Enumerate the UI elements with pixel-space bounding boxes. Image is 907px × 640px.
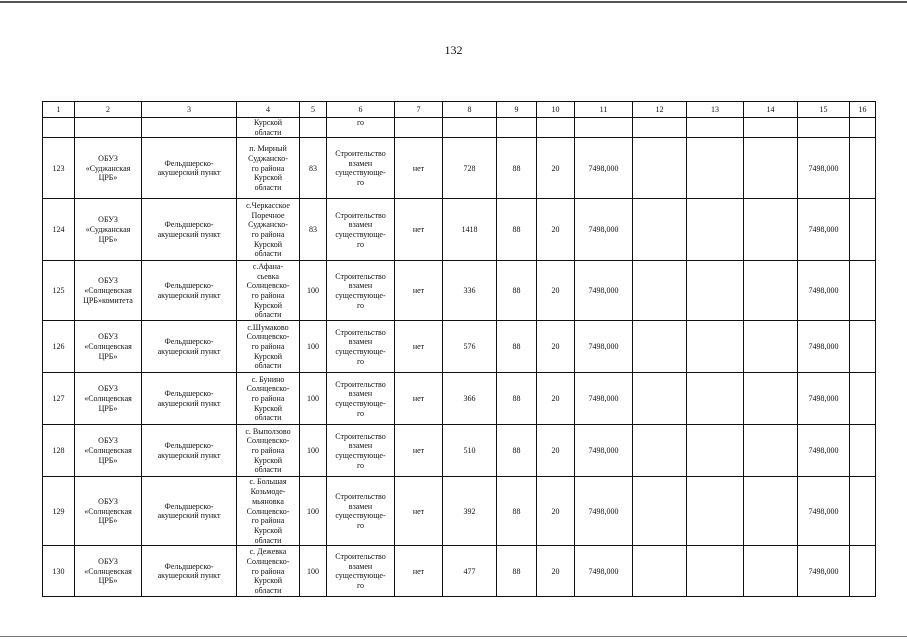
table-cell-value — [633, 261, 687, 321]
table-cell-value — [687, 373, 744, 425]
table-cell — [75, 118, 142, 138]
table-row — [43, 373, 876, 425]
table-cell-value — [744, 425, 798, 477]
table-cell-value: 88 — [497, 546, 537, 597]
table-cell-value: 7498,000 — [798, 138, 850, 199]
table-cell-value — [633, 321, 687, 373]
table-cell — [537, 118, 575, 138]
table-cell-object-type: Фельдшерско- акушерский пункт — [142, 138, 237, 199]
table-cell-object-type: Фельдшерско- акушерский пункт — [142, 199, 237, 261]
table-cell-number: 126 — [43, 321, 75, 373]
column-header: 5 — [300, 102, 327, 118]
table-cell-value: 728 — [443, 138, 497, 199]
table-cell-value: нет — [395, 261, 443, 321]
column-header: 14 — [744, 102, 798, 118]
column-header: 16 — [850, 102, 876, 118]
table-cell — [443, 118, 497, 138]
table-cell-value: 336 — [443, 261, 497, 321]
table-cell-value — [687, 199, 744, 261]
table-cell-value: нет — [395, 425, 443, 477]
table-cell-value — [687, 477, 744, 546]
table-cell — [395, 118, 443, 138]
table-cell-value: 7498,000 — [575, 546, 633, 597]
table-header-row — [43, 102, 876, 118]
table-cell-value — [633, 373, 687, 425]
table-cell-location: с. Бунино Солнцевско- го района Курской области — [237, 373, 300, 425]
table-cell-object-type: Фельдшерско- акушерский пункт — [142, 477, 237, 546]
table-cell-value: нет — [395, 199, 443, 261]
table-cell-value: 100 — [300, 477, 327, 546]
table-cell-value: 83 — [300, 199, 327, 261]
table-cell-value — [850, 477, 876, 546]
continuation-row — [43, 118, 876, 138]
table-cell — [633, 118, 687, 138]
table-cell-value: 576 — [443, 321, 497, 373]
column-header: 4 — [237, 102, 300, 118]
table-cell-value: 20 — [537, 373, 575, 425]
table-cell-value: 20 — [537, 546, 575, 597]
bottom-border-line — [0, 636, 907, 637]
table-cell-organization: ОБУЗ «Суджанская ЦРБ» — [75, 138, 142, 199]
table-row — [43, 199, 876, 261]
table-cell-location: п. Мирный Суджанско- го района Курской области — [237, 138, 300, 199]
table-cell-value — [850, 138, 876, 199]
table-cell-value: 83 — [300, 138, 327, 199]
table-cell-value — [687, 425, 744, 477]
table-cell-value: 7498,000 — [798, 321, 850, 373]
table-cell-value: 88 — [497, 373, 537, 425]
column-header: 6 — [327, 102, 395, 118]
column-header: 8 — [443, 102, 497, 118]
table-cell-work-type: Строительство взамен существующе- го — [327, 138, 395, 199]
data-table — [42, 101, 876, 597]
table-cell-value — [687, 321, 744, 373]
table-cell — [43, 118, 75, 138]
table-cell-value — [744, 199, 798, 261]
table-cell-organization: ОБУЗ «Солнцевская ЦРБ»комитета — [75, 261, 142, 321]
table-cell-value: 20 — [537, 138, 575, 199]
column-header: 13 — [687, 102, 744, 118]
table-cell-work-type: Строительство взамен существующе- го — [327, 546, 395, 597]
column-header: 12 — [633, 102, 687, 118]
table-cell-value: 7498,000 — [575, 477, 633, 546]
table-cell-value: 7498,000 — [575, 261, 633, 321]
table-cell-work-type: Строительство взамен существующе- го — [327, 199, 395, 261]
table-cell-value — [633, 546, 687, 597]
table-cell-value: 7498,000 — [575, 199, 633, 261]
table-cell — [497, 118, 537, 138]
table-cell-organization: ОБУЗ «Солнцевская ЦРБ» — [75, 373, 142, 425]
table-cell-value: 88 — [497, 477, 537, 546]
column-header: 15 — [798, 102, 850, 118]
table-cell-value: 7498,000 — [798, 477, 850, 546]
table-cell-location: с. Дежевка Солнцевско- го района Курской области — [237, 546, 300, 597]
table-cell-value: 366 — [443, 373, 497, 425]
table-cell-value: 88 — [497, 138, 537, 199]
table-cell-number: 130 — [43, 546, 75, 597]
table-cell-value: 20 — [537, 425, 575, 477]
table-cell-value: 88 — [497, 425, 537, 477]
column-header: 2 — [75, 102, 142, 118]
table-cell-value — [744, 477, 798, 546]
table-cell-value: 7498,000 — [798, 546, 850, 597]
table-cell — [744, 118, 798, 138]
column-header: 11 — [575, 102, 633, 118]
table-cell-number: 124 — [43, 199, 75, 261]
table-cell-value: 7498,000 — [575, 373, 633, 425]
table-cell-organization: ОБУЗ «Солнцевская ЦРБ» — [75, 477, 142, 546]
table-cell-organization: ОБУЗ «Суджанская ЦРБ» — [75, 199, 142, 261]
table-cell-value — [744, 138, 798, 199]
column-header: 9 — [497, 102, 537, 118]
table-cell-value: нет — [395, 373, 443, 425]
top-border-line — [0, 1, 907, 3]
table-cell-location: с.Шумаково Солнцевско- го района Курской области — [237, 321, 300, 373]
table-cell-value — [687, 546, 744, 597]
table-cell-value: 100 — [300, 373, 327, 425]
table-cell-value — [744, 546, 798, 597]
table-cell-value: 88 — [497, 321, 537, 373]
table-cell-value: 20 — [537, 261, 575, 321]
table-cell-location: с. Большая Козьмоде- мьяновка Солнцевско- го района Курской области — [237, 477, 300, 546]
table-cell-value — [744, 373, 798, 425]
table-cell-value: 7498,000 — [575, 321, 633, 373]
table-cell-location: с.Афана- сьевка Солнцевско- го района Курской области — [237, 261, 300, 321]
table-cell-location: Курской области — [237, 118, 300, 138]
table-cell — [798, 118, 850, 138]
table-cell-value: 100 — [300, 321, 327, 373]
table-cell-organization: ОБУЗ «Солнцевская ЦРБ» — [75, 546, 142, 597]
table-cell-value: 20 — [537, 199, 575, 261]
table-cell-value — [850, 373, 876, 425]
table-cell-work-type: Строительство взамен существующе- го — [327, 373, 395, 425]
table-cell-value: 100 — [300, 425, 327, 477]
table-cell-value: 88 — [497, 199, 537, 261]
table-cell-value: 7498,000 — [798, 261, 850, 321]
table-cell-value — [850, 546, 876, 597]
table-row — [43, 138, 876, 199]
table-cell-value — [687, 138, 744, 199]
table-cell-work-type: Строительство взамен существующе- го — [327, 425, 395, 477]
table-cell-value — [850, 199, 876, 261]
table-cell-value: 7498,000 — [575, 138, 633, 199]
table-cell-value: 7498,000 — [798, 373, 850, 425]
table-cell-value: нет — [395, 546, 443, 597]
table-cell-organization: ОБУЗ «Солнцевская ЦРБ» — [75, 321, 142, 373]
table-cell-value: нет — [395, 477, 443, 546]
table-cell-value — [744, 261, 798, 321]
table-cell-object-type: Фельдшерско- акушерский пункт — [142, 546, 237, 597]
table-cell-value: нет — [395, 321, 443, 373]
table-cell-work-type: Строительство взамен существующе- го — [327, 321, 395, 373]
table-cell-value: 7498,000 — [575, 425, 633, 477]
table-cell-value: 477 — [443, 546, 497, 597]
table-cell-value: 20 — [537, 321, 575, 373]
column-header: 3 — [142, 102, 237, 118]
table-cell-value: 510 — [443, 425, 497, 477]
table-cell-object-type: Фельдшерско- акушерский пункт — [142, 321, 237, 373]
table-cell-number: 125 — [43, 261, 75, 321]
table-cell-value: 100 — [300, 261, 327, 321]
table-cell-value — [633, 199, 687, 261]
table-cell-value — [850, 425, 876, 477]
table-cell — [300, 118, 327, 138]
table-cell-number: 129 — [43, 477, 75, 546]
column-header: 1 — [43, 102, 75, 118]
table-cell-organization: ОБУЗ «Солнцевская ЦРБ» — [75, 425, 142, 477]
table-cell-value: 1418 — [443, 199, 497, 261]
table-cell — [687, 118, 744, 138]
table-cell-value: 100 — [300, 546, 327, 597]
table-cell-value: 392 — [443, 477, 497, 546]
page-number: 132 — [444, 43, 463, 57]
table-cell-object-type: Фельдшерско- акушерский пункт — [142, 373, 237, 425]
table-row — [43, 261, 876, 321]
table-cell-number: 128 — [43, 425, 75, 477]
table-cell-work-type: Строительство взамен существующе- го — [327, 477, 395, 546]
table-cell-value: нет — [395, 138, 443, 199]
table-cell-value — [633, 138, 687, 199]
table-cell-value — [744, 321, 798, 373]
table-cell-value — [633, 477, 687, 546]
table-cell-value — [633, 425, 687, 477]
table-cell-value: 88 — [497, 261, 537, 321]
table-cell-value — [850, 261, 876, 321]
table-cell — [575, 118, 633, 138]
column-header: 10 — [537, 102, 575, 118]
table-cell-value — [850, 321, 876, 373]
table-cell — [850, 118, 876, 138]
table-cell-work-type: го — [327, 118, 395, 138]
table-cell-value: 7498,000 — [798, 425, 850, 477]
table-row — [43, 546, 876, 597]
table-cell — [142, 118, 237, 138]
table-row — [43, 321, 876, 373]
table-cell-value — [687, 261, 744, 321]
table-cell-location: с. Выползово Солнцевско- го района Курской области — [237, 425, 300, 477]
table-cell-value: 7498,000 — [798, 199, 850, 261]
table-row — [43, 425, 876, 477]
table-row — [43, 477, 876, 546]
table-cell-location: с.Черкасское Поречное Суджанско- го района Курской области — [237, 199, 300, 261]
table-cell-work-type: Строительство взамен существующе- го — [327, 261, 395, 321]
table-cell-number: 123 — [43, 138, 75, 199]
table-cell-number: 127 — [43, 373, 75, 425]
column-header: 7 — [395, 102, 443, 118]
table-cell-object-type: Фельдшерско- акушерский пункт — [142, 261, 237, 321]
table-cell-value: 20 — [537, 477, 575, 546]
table-cell-object-type: Фельдшерско- акушерский пункт — [142, 425, 237, 477]
